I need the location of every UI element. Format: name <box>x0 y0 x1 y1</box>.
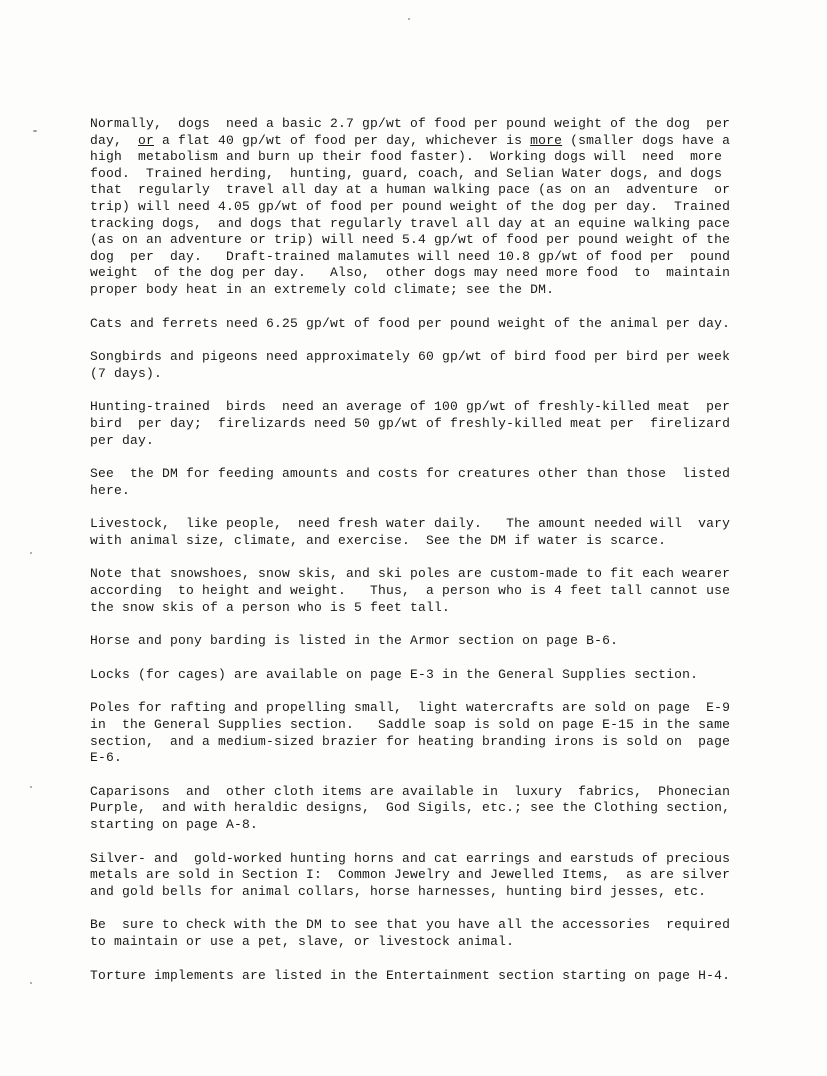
scan-speck <box>30 982 32 984</box>
paragraph-accessories <box>90 917 760 950</box>
text-line: Purple, and with heraldic designs, God Sigils, etc.; see the Clothing section, <box>90 800 731 816</box>
text-line: trip) will need 4.05 gp/wt of food per pound weight of the dog per day. Trained <box>90 198 731 214</box>
scan-speck <box>30 552 32 554</box>
text-line: with animal size, climate, and exercise. See the DM if water is scarce. <box>90 532 667 548</box>
text-line: See the DM for feeding amounts and costs for creatures other than those listed <box>90 466 731 482</box>
paragraph-poles <box>90 700 760 766</box>
text-line: Note that snowshoes, snow skis, and ski poles are custom-made to fit each wearer <box>90 566 731 582</box>
underlined-more: more <box>530 132 563 148</box>
text-line: weight of the dog per day. Also, other dogs may need more food to maintain <box>90 265 731 281</box>
text-line: and gold bells for animal collars, horse harnesses, hunting bird jesses, etc. <box>90 883 707 899</box>
text-line: tracking dogs, and dogs that regularly travel all day at an equine walking pace <box>90 215 731 231</box>
text-line: here. <box>90 482 131 498</box>
text-line: food. Trained herding, hunting, guard, coach, and Selian Water dogs, and dogs <box>90 165 723 181</box>
text-line: dog per day. Draft-trained malamutes will need 10.8 gp/wt of food per pound <box>90 248 731 264</box>
text-line: high metabolism and burn up their food faster). Working dogs will need more <box>90 149 723 165</box>
paragraph-torture <box>90 968 760 985</box>
text-line: day, or a flat 40 gp/wt of food per day, whichever is more (smaller dogs have a <box>90 132 731 148</box>
text-line: bird per day; firelizards need 50 gp/wt of freshly-killed meat per firelizard <box>90 415 731 431</box>
paragraph-barding <box>90 633 760 650</box>
text-line: that regularly travel all day at a human walking pace (as on an adventure or <box>90 182 731 198</box>
paragraph-hunting-birds <box>90 399 760 449</box>
paragraph-cats-ferrets <box>90 316 760 333</box>
text-line: according to height and weight. Thus, a person who is 4 feet tall cannot use <box>90 583 731 599</box>
text-line: in the General Supplies section. Saddle soap is sold on page E-15 in the same <box>90 717 731 733</box>
text-line: Locks (for cages) are available on page E-3 in the General Supplies section. <box>90 666 699 682</box>
text-line: Poles for rafting and propelling small, light watercrafts are sold on page E-9 <box>90 700 731 716</box>
paragraph-jewelry <box>90 851 760 901</box>
text-line: Torture implements are listed in the Entertainment section starting on page H-4. <box>90 967 731 983</box>
text-line: Be sure to check with the DM to see that you have all the accessories required <box>90 917 731 933</box>
text-line: section, and a medium-sized brazier for heating branding irons is sold on page <box>90 733 731 749</box>
paragraph-songbirds <box>90 349 760 382</box>
paragraph-locks <box>90 667 760 684</box>
text-line: metals are sold in Section I: Common Jewelry and Jewelled Items, as are silver <box>90 867 731 883</box>
text-line: Songbirds and pigeons need approximately 60 gp/wt of bird food per bird per week <box>90 349 731 365</box>
text-line: starting on page A-8. <box>90 817 259 832</box>
text-line: Livestock, like people, need fresh water daily. The amount needed will vary <box>90 516 731 532</box>
scan-speck <box>30 786 32 788</box>
text-line: per day. <box>90 432 155 448</box>
text-line: to maintain or use a pet, slave, or livestock animal. <box>90 933 515 949</box>
text-line: (7 days). <box>90 365 163 381</box>
paragraph-dog-feeding <box>90 116 760 299</box>
paragraph-livestock-water <box>90 516 760 549</box>
paragraph-caparisons <box>90 784 760 834</box>
underlined-or: or <box>138 132 155 148</box>
text-line: Normally, dogs need a basic 2.7 gp/wt of food per pound weight of the dog per <box>90 116 731 131</box>
scan-speck <box>33 130 37 132</box>
scan-speck <box>408 18 410 20</box>
text-line: Hunting-trained birds need an average of 100 gp/wt of freshly-killed meat per <box>90 399 731 415</box>
text-line: E-6. <box>90 750 123 766</box>
text-line: (as on an adventure or trip) will need 5.4 gp/wt of food per pound weight of the <box>90 232 731 248</box>
text-line: Horse and pony barding is listed in the Armor section on page B-6. <box>90 633 619 649</box>
text-line: Cats and ferrets need 6.25 gp/wt of food per pound weight of the animal per day. <box>90 315 731 331</box>
text-line: Caparisons and other cloth items are available in luxury fabrics, Phonecian <box>90 783 731 799</box>
text-line: Silver- and gold-worked hunting horns and cat earrings and earstuds of precious <box>90 850 731 866</box>
paragraph-see-dm <box>90 466 760 499</box>
paragraph-snowshoes <box>90 566 760 616</box>
text-line: proper body heat in an extremely cold climate; see the DM. <box>90 281 555 297</box>
text-line: the snow skis of a person who is 5 feet tall. <box>90 599 451 615</box>
body-text <box>90 116 760 984</box>
